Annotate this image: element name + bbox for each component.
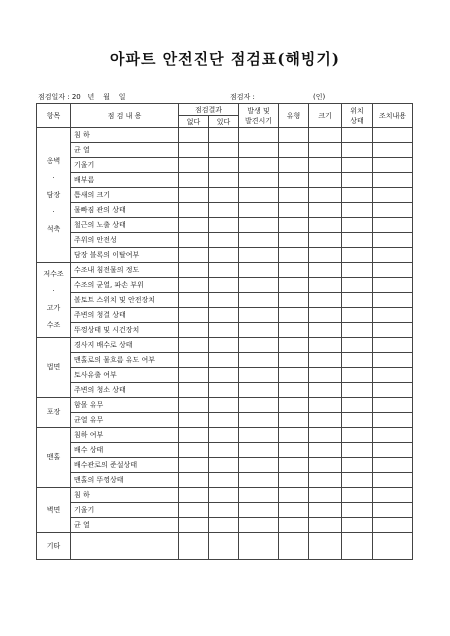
result-yes-cell[interactable] — [209, 503, 239, 518]
location-cell[interactable] — [342, 428, 373, 443]
result-yes-cell[interactable] — [209, 203, 239, 218]
check-item: 균 열 — [71, 143, 179, 158]
occurrence-cell[interactable] — [239, 278, 279, 293]
check-item: 침 하 — [71, 488, 179, 503]
size-cell[interactable] — [309, 533, 342, 560]
type-cell[interactable] — [279, 398, 309, 413]
result-none-cell[interactable] — [179, 398, 209, 413]
result-none-cell[interactable] — [179, 263, 209, 278]
table-row — [37, 233, 413, 248]
result-yes-cell[interactable] — [209, 233, 239, 248]
type-cell[interactable] — [279, 353, 309, 368]
size-cell[interactable] — [309, 458, 342, 473]
check-item: 수조내 침전물의 정도 — [71, 263, 179, 278]
occurrence-cell[interactable] — [239, 338, 279, 353]
type-cell[interactable] — [279, 293, 309, 308]
result-yes-cell[interactable] — [209, 473, 239, 488]
size-cell[interactable] — [309, 203, 342, 218]
result-yes-cell[interactable] — [209, 443, 239, 458]
type-cell[interactable] — [279, 128, 309, 143]
action-cell[interactable] — [373, 263, 413, 278]
occurrence-cell[interactable] — [239, 413, 279, 428]
action-cell[interactable] — [373, 233, 413, 248]
type-cell[interactable] — [279, 203, 309, 218]
result-yes-cell[interactable] — [209, 248, 239, 263]
category-label: 맨홀 — [46, 453, 61, 461]
type-cell[interactable] — [279, 248, 309, 263]
size-cell[interactable] — [309, 308, 342, 323]
occurrence-cell[interactable] — [239, 323, 279, 338]
inspection-table — [36, 103, 413, 560]
result-none-cell[interactable] — [179, 473, 209, 488]
action-cell[interactable] — [373, 443, 413, 458]
result-yes-cell[interactable] — [209, 308, 239, 323]
result-yes-cell[interactable] — [209, 383, 239, 398]
category-cell — [37, 263, 71, 338]
result-none-cell[interactable] — [179, 353, 209, 368]
type-cell[interactable] — [279, 233, 309, 248]
location-cell[interactable] — [342, 233, 373, 248]
result-none-cell[interactable] — [179, 203, 209, 218]
type-cell[interactable] — [279, 323, 309, 338]
type-cell[interactable] — [279, 143, 309, 158]
size-cell[interactable] — [309, 398, 342, 413]
size-cell[interactable] — [309, 503, 342, 518]
check-item: 맨홀의 뚜껑상태 — [71, 473, 179, 488]
document-title: 아파트 안전진단 점검표(해빙기) — [109, 50, 340, 68]
occurrence-cell[interactable] — [239, 218, 279, 233]
result-yes-cell[interactable] — [209, 173, 239, 188]
location-cell[interactable] — [342, 263, 373, 278]
occurrence-cell[interactable] — [239, 173, 279, 188]
result-none-cell[interactable] — [179, 173, 209, 188]
result-yes-cell[interactable] — [209, 458, 239, 473]
header-category: 항목 — [37, 104, 71, 128]
type-cell[interactable] — [279, 188, 309, 203]
check-item: 배수 상태 — [71, 443, 179, 458]
size-cell[interactable] — [309, 263, 342, 278]
type-cell[interactable] — [279, 443, 309, 458]
result-none-cell[interactable] — [179, 308, 209, 323]
check-item: 철근의 노출 상태 — [71, 218, 179, 233]
table-row — [37, 353, 413, 368]
inspection-date-label: 점검일자 : 20 년 월 일 — [38, 93, 126, 101]
location-cell[interactable] — [342, 518, 373, 533]
size-cell[interactable] — [309, 233, 342, 248]
size-cell[interactable] — [309, 188, 342, 203]
header-result-group: 점검결과 — [179, 104, 239, 116]
size-cell[interactable] — [309, 338, 342, 353]
location-cell[interactable] — [342, 503, 373, 518]
result-yes-cell[interactable] — [209, 128, 239, 143]
size-cell[interactable] — [309, 413, 342, 428]
action-cell[interactable] — [373, 518, 413, 533]
result-yes-cell[interactable] — [209, 353, 239, 368]
location-cell[interactable] — [342, 143, 373, 158]
location-cell[interactable] — [342, 353, 373, 368]
category-cell — [37, 338, 71, 398]
header-location-line1: 위치 — [350, 106, 364, 115]
action-cell[interactable] — [373, 488, 413, 503]
occurrence-cell[interactable] — [239, 458, 279, 473]
category-cell — [37, 488, 71, 533]
action-cell[interactable] — [373, 533, 413, 560]
location-cell[interactable] — [342, 158, 373, 173]
action-cell[interactable] — [373, 173, 413, 188]
result-none-cell[interactable] — [179, 293, 209, 308]
table-row — [37, 218, 413, 233]
location-cell[interactable] — [342, 308, 373, 323]
result-none-cell[interactable] — [179, 413, 209, 428]
location-cell[interactable] — [342, 383, 373, 398]
table-row — [37, 323, 413, 338]
type-cell[interactable] — [279, 488, 309, 503]
header-location-line2: 상태 — [350, 116, 364, 125]
size-cell[interactable] — [309, 473, 342, 488]
table-row — [37, 308, 413, 323]
category-label: 수조 — [46, 321, 61, 329]
action-cell[interactable] — [373, 338, 413, 353]
type-cell[interactable] — [279, 518, 309, 533]
category-label: 포장 — [46, 408, 61, 416]
type-cell[interactable] — [279, 308, 309, 323]
size-cell[interactable] — [309, 158, 342, 173]
action-cell[interactable] — [373, 143, 413, 158]
result-none-cell[interactable] — [179, 233, 209, 248]
result-yes-cell[interactable] — [209, 293, 239, 308]
check-item: 주위의 안전성 — [71, 233, 179, 248]
type-cell[interactable] — [279, 263, 309, 278]
occurrence-cell[interactable] — [239, 428, 279, 443]
size-cell[interactable] — [309, 128, 342, 143]
location-cell[interactable] — [342, 188, 373, 203]
result-none-cell[interactable] — [179, 533, 209, 560]
category-label: 옹벽 — [46, 156, 61, 165]
table-row — [37, 278, 413, 293]
action-cell[interactable] — [373, 458, 413, 473]
type-cell[interactable] — [279, 428, 309, 443]
category-cell — [37, 398, 71, 428]
result-yes-cell[interactable] — [209, 158, 239, 173]
result-yes-cell[interactable] — [209, 263, 239, 278]
type-cell[interactable] — [279, 458, 309, 473]
action-cell[interactable] — [373, 158, 413, 173]
size-cell[interactable] — [309, 323, 342, 338]
result-none-cell[interactable] — [179, 218, 209, 233]
check-item — [71, 533, 179, 560]
type-cell[interactable] — [279, 533, 309, 560]
size-cell[interactable] — [309, 488, 342, 503]
result-yes-cell[interactable] — [209, 218, 239, 233]
type-cell[interactable] — [279, 383, 309, 398]
result-none-cell[interactable] — [179, 368, 209, 383]
table-row — [37, 428, 413, 443]
occurrence-cell[interactable] — [239, 383, 279, 398]
header-size: 크기 — [309, 104, 342, 128]
check-item: 균열 유무 — [71, 413, 179, 428]
check-item: 기울기 — [71, 158, 179, 173]
check-item: 함몰 유무 — [71, 398, 179, 413]
table-body — [37, 128, 413, 560]
location-cell[interactable] — [342, 413, 373, 428]
table-row — [37, 158, 413, 173]
check-item: 기울기 — [71, 503, 179, 518]
size-cell[interactable] — [309, 428, 342, 443]
location-cell[interactable] — [342, 398, 373, 413]
occurrence-cell[interactable] — [239, 518, 279, 533]
location-cell[interactable] — [342, 203, 373, 218]
table-row — [37, 443, 413, 458]
location-cell[interactable] — [342, 443, 373, 458]
result-none-cell[interactable] — [179, 248, 209, 263]
occurrence-cell[interactable] — [239, 188, 279, 203]
check-item: 뚜껑상태 및 시건장치 — [71, 323, 179, 338]
occurrence-cell[interactable] — [239, 443, 279, 458]
action-cell[interactable] — [373, 188, 413, 203]
table-row — [37, 533, 413, 560]
action-cell[interactable] — [373, 248, 413, 263]
occurrence-cell[interactable] — [239, 128, 279, 143]
occurrence-cell[interactable] — [239, 293, 279, 308]
header-occurrence — [239, 104, 279, 128]
table-row — [37, 338, 413, 353]
type-cell[interactable] — [279, 158, 309, 173]
header-type: 유형 — [279, 104, 309, 128]
size-cell[interactable] — [309, 248, 342, 263]
location-cell[interactable] — [342, 293, 373, 308]
category-cell — [37, 533, 71, 560]
header-result-yes: 있다 — [209, 116, 239, 128]
action-cell[interactable] — [373, 503, 413, 518]
occurrence-cell[interactable] — [239, 353, 279, 368]
inspector-label: 점검자 : — [230, 93, 255, 101]
category-label: 기타 — [46, 541, 61, 550]
result-none-cell[interactable] — [179, 128, 209, 143]
action-cell[interactable] — [373, 278, 413, 293]
category-label: 벽면 — [46, 505, 61, 514]
location-cell[interactable] — [342, 458, 373, 473]
result-none-cell[interactable] — [179, 428, 209, 443]
location-cell[interactable] — [342, 473, 373, 488]
header-location — [342, 104, 373, 128]
size-cell[interactable] — [309, 173, 342, 188]
result-none-cell[interactable] — [179, 518, 209, 533]
category-label: 석축 — [46, 224, 61, 233]
occurrence-cell[interactable] — [239, 203, 279, 218]
table-row — [37, 173, 413, 188]
table-row — [37, 413, 413, 428]
check-item: 틈새의 크기 — [71, 188, 179, 203]
result-none-cell[interactable] — [179, 278, 209, 293]
category-label: · — [52, 173, 55, 182]
category-label: · — [52, 287, 55, 295]
table-row — [37, 203, 413, 218]
category-label: · — [52, 207, 55, 216]
category-cell — [37, 428, 71, 488]
table-row — [37, 368, 413, 383]
type-cell[interactable] — [279, 368, 309, 383]
action-cell[interactable] — [373, 353, 413, 368]
category-label: 고가 — [46, 304, 61, 312]
action-cell[interactable] — [373, 293, 413, 308]
check-item: 경사지 배수로 상태 — [71, 338, 179, 353]
result-none-cell[interactable] — [179, 443, 209, 458]
table-row — [37, 293, 413, 308]
occurrence-cell[interactable] — [239, 263, 279, 278]
result-yes-cell[interactable] — [209, 488, 239, 503]
action-cell[interactable] — [373, 203, 413, 218]
occurrence-cell[interactable] — [239, 143, 279, 158]
result-none-cell[interactable] — [179, 458, 209, 473]
category-label: 법면 — [46, 363, 61, 371]
result-none-cell[interactable] — [179, 188, 209, 203]
result-none-cell[interactable] — [179, 488, 209, 503]
check-item: 균 열 — [71, 518, 179, 533]
action-cell[interactable] — [373, 473, 413, 488]
table-row — [37, 143, 413, 158]
size-cell[interactable] — [309, 293, 342, 308]
occurrence-cell[interactable] — [239, 473, 279, 488]
occurrence-cell[interactable] — [239, 158, 279, 173]
result-yes-cell[interactable] — [209, 143, 239, 158]
result-yes-cell[interactable] — [209, 398, 239, 413]
table-row — [37, 128, 413, 143]
size-cell[interactable] — [309, 518, 342, 533]
action-cell[interactable] — [373, 413, 413, 428]
type-cell[interactable] — [279, 218, 309, 233]
occurrence-cell[interactable] — [239, 398, 279, 413]
size-cell[interactable] — [309, 218, 342, 233]
table-row — [37, 473, 413, 488]
action-cell[interactable] — [373, 383, 413, 398]
location-cell[interactable] — [342, 128, 373, 143]
result-yes-cell[interactable] — [209, 518, 239, 533]
check-item: 수조의 균열, 파손 부위 — [71, 278, 179, 293]
occurrence-cell[interactable] — [239, 503, 279, 518]
category-label: 저수조 — [43, 270, 64, 278]
table-row — [37, 503, 413, 518]
size-cell[interactable] — [309, 143, 342, 158]
occurrence-cell[interactable] — [239, 248, 279, 263]
result-none-cell[interactable] — [179, 143, 209, 158]
action-cell[interactable] — [373, 323, 413, 338]
table-row — [37, 398, 413, 413]
action-cell[interactable] — [373, 218, 413, 233]
check-item: 볼토트 스위치 및 안전장치 — [71, 293, 179, 308]
occurrence-cell[interactable] — [239, 233, 279, 248]
location-cell[interactable] — [342, 488, 373, 503]
header-action: 조치내용 — [373, 104, 413, 128]
check-item: 주변의 청소 상태 — [71, 383, 179, 398]
result-none-cell[interactable] — [179, 158, 209, 173]
check-item: 토사유출 여부 — [71, 368, 179, 383]
occurrence-cell[interactable] — [239, 368, 279, 383]
check-item: 주변의 청결 상태 — [71, 308, 179, 323]
location-cell[interactable] — [342, 173, 373, 188]
result-none-cell[interactable] — [179, 338, 209, 353]
type-cell[interactable] — [279, 473, 309, 488]
size-cell[interactable] — [309, 443, 342, 458]
size-cell[interactable] — [309, 383, 342, 398]
type-cell[interactable] — [279, 413, 309, 428]
action-cell[interactable] — [373, 128, 413, 143]
location-cell[interactable] — [342, 338, 373, 353]
check-item: 침 하 — [71, 128, 179, 143]
result-yes-cell[interactable] — [209, 188, 239, 203]
seal-mark: (인) — [313, 93, 326, 101]
size-cell[interactable] — [309, 353, 342, 368]
check-item: 맨홀로의 물흐름 유도 여부 — [71, 353, 179, 368]
location-cell[interactable] — [342, 248, 373, 263]
result-none-cell[interactable] — [179, 383, 209, 398]
header-result-none: 없다 — [179, 116, 209, 128]
type-cell[interactable] — [279, 503, 309, 518]
category-label: 담장 — [46, 190, 61, 199]
check-item: 침하 여부 — [71, 428, 179, 443]
check-item: 배부름 — [71, 173, 179, 188]
result-yes-cell[interactable] — [209, 278, 239, 293]
check-item: 배수관로의 준설상태 — [71, 458, 179, 473]
result-yes-cell[interactable] — [209, 428, 239, 443]
result-yes-cell[interactable] — [209, 323, 239, 338]
header-occurrence-line1: 발생 및 — [247, 106, 270, 115]
result-none-cell[interactable] — [179, 503, 209, 518]
table-row — [37, 188, 413, 203]
result-yes-cell[interactable] — [209, 368, 239, 383]
table-row — [37, 263, 413, 278]
type-cell[interactable] — [279, 173, 309, 188]
category-cell — [37, 128, 71, 263]
result-yes-cell[interactable] — [209, 338, 239, 353]
location-cell[interactable] — [342, 368, 373, 383]
result-yes-cell[interactable] — [209, 413, 239, 428]
occurrence-cell[interactable] — [239, 488, 279, 503]
location-cell[interactable] — [342, 278, 373, 293]
result-none-cell[interactable] — [179, 323, 209, 338]
table-row — [37, 383, 413, 398]
location-cell[interactable] — [342, 218, 373, 233]
table-row — [37, 458, 413, 473]
action-cell[interactable] — [373, 428, 413, 443]
type-cell[interactable] — [279, 338, 309, 353]
result-yes-cell[interactable] — [209, 533, 239, 560]
action-cell[interactable] — [373, 368, 413, 383]
size-cell[interactable] — [309, 278, 342, 293]
occurrence-cell[interactable] — [239, 533, 279, 560]
occurrence-cell[interactable] — [239, 308, 279, 323]
size-cell[interactable] — [309, 368, 342, 383]
location-cell[interactable] — [342, 533, 373, 560]
check-item: 물빠짐 관의 상태 — [71, 203, 179, 218]
type-cell[interactable] — [279, 278, 309, 293]
table-row — [37, 518, 413, 533]
action-cell[interactable] — [373, 398, 413, 413]
action-cell[interactable] — [373, 308, 413, 323]
check-item: 담장 블록의 이탈여부 — [71, 248, 179, 263]
header-occurrence-line2: 발견시기 — [244, 116, 273, 125]
header-content: 점 검 내 용 — [71, 104, 179, 128]
location-cell[interactable] — [342, 323, 373, 338]
table-row — [37, 248, 413, 263]
table-row — [37, 488, 413, 503]
